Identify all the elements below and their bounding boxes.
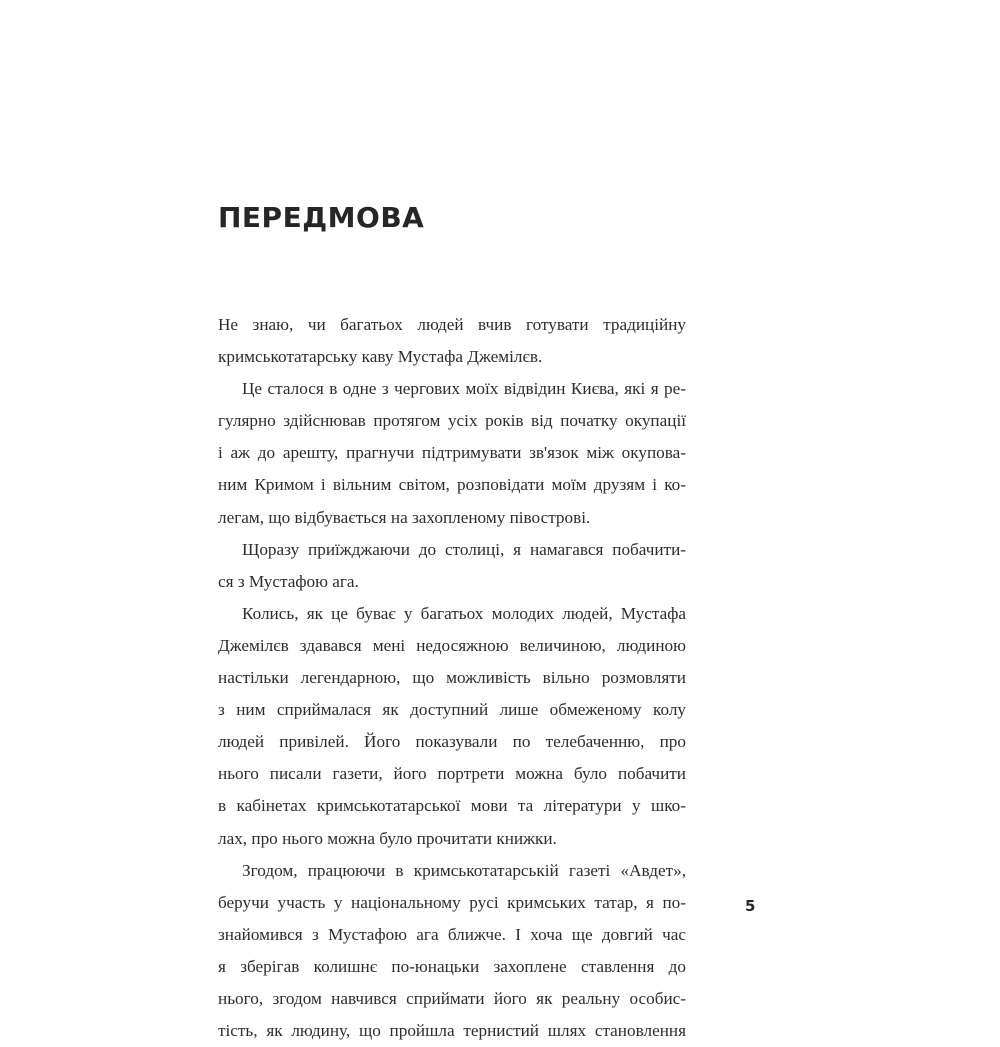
text-line: Не знаю, чи багатьох людей вчив готувати традиційну <box>218 315 686 334</box>
text-line: кримськотатарську каву Мустафа Джемілєв. <box>218 347 543 367</box>
body-text <box>218 309 686 1047</box>
text-line: ся з Мустафою ага. <box>218 571 359 591</box>
text-line: нього, згодом навчився сприймати його як реальну особис- <box>218 988 686 1008</box>
text-line: ним Кримом і вільним світом, розповідати моїм друзям і ко- <box>218 475 686 495</box>
text-line: в кабінетах кримськотатарської мови та літератури у шко- <box>218 796 686 816</box>
text-line: лах, про нього можна було прочитати книжки. <box>218 828 557 848</box>
page-number: 5 <box>745 897 756 915</box>
chapter-heading: ПЕРЕДМОВА <box>218 201 425 234</box>
text-line: я зберігав колишнє по-юнацьки захоплене ставлення до <box>218 956 686 976</box>
text-line: знайомився з Мустафою ага ближче. І хоча ще довгий час <box>218 924 686 944</box>
text-line: Щоразу приїжджаючи до столиці, я намагався побачити- <box>242 539 686 559</box>
text-line: гулярно здійснював протягом усіх років від початку окупації <box>218 411 686 431</box>
text-line: тість, як людину, що пройшла тернистий шлях становлення <box>218 1021 686 1041</box>
text-line: Це сталося в одне з чергових моїх відвідин Києва, які я ре- <box>242 379 686 399</box>
text-line: Джемілєв здавався мені недосяжною величиною, людиною <box>218 635 686 655</box>
text-line: легам, що відбувається на захопленому півострові. <box>218 507 591 527</box>
text-line: нього писали газети, його портрети можна було побачити <box>218 764 686 784</box>
text-line: настільки легендарною, що можливість вільно розмовляти <box>218 668 686 688</box>
text-line: людей привілей. Його показували по телебаченню, про <box>218 732 686 752</box>
text-line: беручи участь у національному русі кримських татар, я по- <box>218 892 686 912</box>
text-line: Згодом, працюючи в кримськотатарській газеті «Авдет», <box>242 860 686 880</box>
text-line: Колись, як це буває у багатьох молодих людей, Мустафа <box>242 603 686 623</box>
text-line: з ним сприймалася як доступний лише обмеженому колу <box>218 700 686 720</box>
text-line: і аж до арешту, прагнучи підтримувати зв'язок між окупова- <box>218 443 686 463</box>
